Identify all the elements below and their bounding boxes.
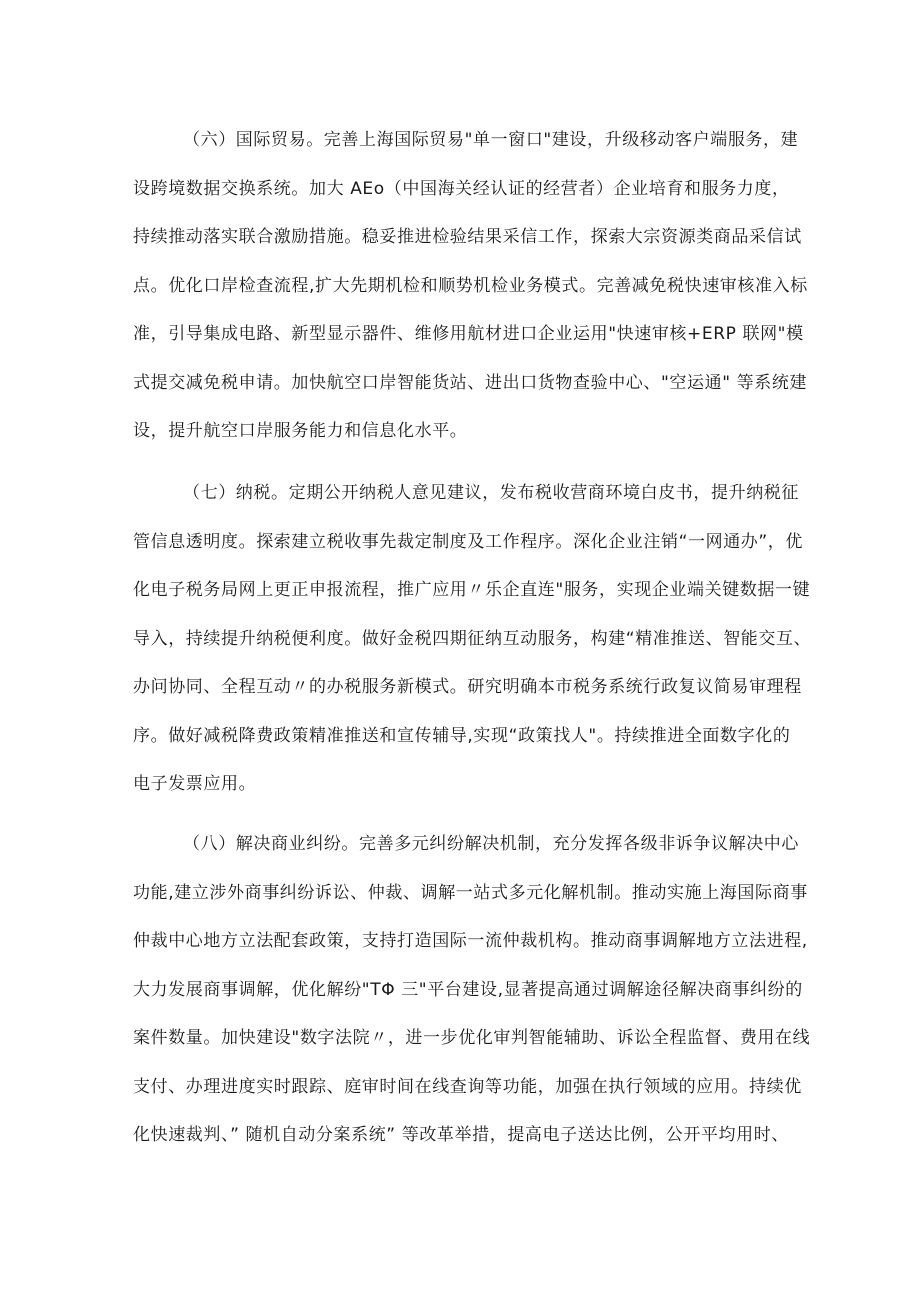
paragraph-line: 持续推动落实联合激励措施。稳妥推进检验结果采信工作，探索大宗资源类商品采信试 xyxy=(133,227,802,247)
paragraph-line: 准，引导集成电路、新型显示器件、维修用航材进口企业运用"快速审核+ERP 联网"模 xyxy=(133,324,804,344)
paragraph-line: 办问协同、全程互动〃的办税服务新模式。研究明确本市税务系统行政复议简易审理程 xyxy=(133,677,802,697)
paragraph-line: 设跨境数据交换系统。加大 AEo（中国海关经认证的经营者）企业培育和服务力度， xyxy=(133,178,790,199)
paragraph-line: 仲裁中心地方立法配套政策，支持打造国际一流仲裁机构。推动商事调解地方立法进程, xyxy=(133,931,808,951)
paragraph-taxation xyxy=(133,478,812,799)
paragraph-line: 管信息透明度。探索建立税收事先裁定制度及工作程序。深化企业注销“一网通办”，优 xyxy=(133,531,804,552)
paragraph-line: 化快速裁判、” 随机自动分案系统” 等改革举措，提高电子送达比例，公开平均用时、 xyxy=(133,1125,789,1145)
paragraph-international-trade xyxy=(133,125,808,446)
paragraph-line: 式提交减免税申请。加快航空口岸智能货站、进出口货物查验中心、"空运通" 等系统建 xyxy=(133,372,808,393)
paragraph-line: 设，提升航空口岸服务能力和信息化水平。 xyxy=(133,421,468,441)
paragraph-line: 功能,建立涉外商事纠纷诉讼、仲裁、调解一站式多元化解机制。推动实施上海国际商事 xyxy=(133,882,808,903)
paragraph-line: （八）解决商业纠纷。完善多元纠纷解决机制，充分发挥各级非诉争议解决中心 xyxy=(183,834,799,854)
paragraph-line: 点。优化口岸检查流程,扩大先期机检和顺势机检业务模式。完善减免税快速审核准入标 xyxy=(133,275,808,296)
paragraph-line: 序。做好减税降费政策精准推送和宣传辅导,实现“政策找人"。持续推进全面数字化的 xyxy=(133,725,791,746)
paragraph-line: 大力发展商事调解，优化解纷"TΦ 三"平台建设,显著提高通过调解途径解决商事纠纷的 xyxy=(133,979,803,1000)
paragraph-line: 导入，持续提升纳税便利度。做好金税四期征纳互动服务，构建“精准推送、智能交互、 xyxy=(133,628,812,649)
paragraph-line: 支付、办理进度实时跟踪、庭审时间在线查询等功能，加强在执行领域的应用。持续优 xyxy=(133,1076,802,1097)
paragraph-line: 化电子税务局网上更正申报流程，推广应用〃乐企直连"服务，实现企业端关键数据一键 xyxy=(133,580,811,600)
paragraph-line: 案件数量。加快建设"数字法院〃，进一步优化审判智能辅助、诉讼全程监督、费用在线 xyxy=(133,1028,811,1048)
paragraph-line: （七）纳税。定期公开纳税人意见建议，发布税收营商环境白皮书，提升纳税征 xyxy=(183,483,799,503)
paragraph-line: （六）国际贸易。完善上海国际贸易"单一窗口"建设，升级移动客户端服务，建 xyxy=(183,130,799,150)
paragraph-commercial-disputes xyxy=(133,829,811,1150)
paragraph-line: 电子发票应用。 xyxy=(133,774,257,794)
